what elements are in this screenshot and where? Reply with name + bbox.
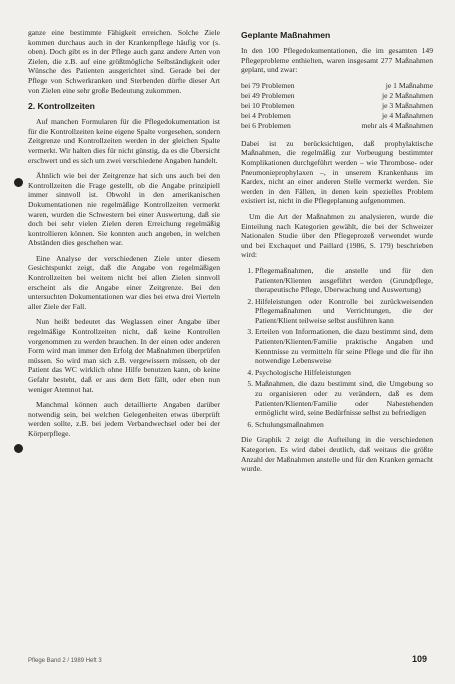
body-paragraph: Dabei ist zu berücksichtigen, daß prophylaktische Maßnahmen, die regelmäßig zur Vorbeugung bestimmter Komplikationen durchgeführt werden – wie Thrombose- oder Pneumonieprophylaxen –, in unserem Krankenhaus im Kardex, nicht an einer anderen Stelle vermerkt werden. Sie werden in den Fällen, in denen kein spezielles Problem existiert ist, nicht in die Pflegeplanung aufgenommen. [241, 138, 433, 206]
list-item: 1. Pflegemaßnahmen, die anstelle und für den Patienten/Klienten ausgeführt werden (Grundpflege, therapeutische Pflege, Überwachung und Auswertung) [255, 266, 433, 295]
list-item: 2. Hilfeleistungen oder Kontrolle bei zurückweisenden Pflegemaßnahmen und Verrichtungen, die der Patient/Klient teilweise selbst ausführen kann [255, 297, 433, 326]
stat-measure-count: je 1 Maßnahme [385, 80, 433, 90]
body-paragraph: Um die Art der Maßnahmen zu analysieren, wurde die Einteilung nach Kategorien gewählt, die bei der Schweizer Nationalen Studie über den Pflegeprozeß verwendet wurde und bei Exchaquet und Paillard (1986, S. 179) beschrieben wird: [241, 211, 433, 260]
list-item: 6. Schulungsmaßnahmen [255, 420, 433, 430]
body-paragraph: Auf manchen Formularen für die Pflegedokumentation ist für die Kontrollzeiten keine eigene Spalte vorgesehen, sondern Zeitgrenze und Kontrollzeiten werden in der gleichen Spalte vermerkt. Wir halten dies für nicht günstig, da es die Übersicht erschwert und es sich um zwei verschiedene Angaben handelt. [28, 117, 220, 165]
page-footer [28, 654, 427, 664]
stat-row [241, 111, 433, 121]
stat-row [241, 81, 433, 91]
left-column [28, 28, 220, 445]
closing-paragraph: Die Graphik 2 zeigt die Aufteilung in die verschiedenen Kategorien. Es wird dabei deutlich, daß weitaus die größte Anzahl der Maßnahmen anstelle und für den Kranken gemacht wurde. [241, 435, 433, 474]
measures-statistics [241, 81, 433, 131]
stat-row [241, 121, 433, 131]
stat-measure-count: mehr als 4 Maßnahmen [361, 120, 433, 130]
body-paragraph: Eine Analyse der verschiedenen Ziele unter diesem Gesichtspunkt zeigt, daß die Angabe von regelmäßigen Kontrollzeiten bei weitem nicht bei allen Zielen sinnvoll erscheint als die Angabe einer Zeitgrenze. Bei den untersuchten Dokumentationen war dies bei etwa drei Vierteln aller Ziele der Fall. [28, 253, 220, 311]
list-item: 4. Psychologische Hilfeleistungen [255, 368, 433, 378]
list-item: 5. Maßnahmen, die dazu bestimmt sind, die Umgebung so zu organisieren oder zu verändern, daß es dem Patienten/Klienten/Familie oder Nahestehenden ermöglicht wird, seine Bedürfnisse selbst zu befriedigen [255, 379, 433, 417]
section-heading-kontrollzeiten: 2. Kontrollzeiten [28, 101, 95, 112]
punch-hole-mark [14, 444, 23, 453]
page-number: 109 [411, 654, 427, 664]
stat-problem-count: bei 4 Problemen [241, 110, 291, 120]
section-heading-massnahmen: Geplante Maßnahmen [241, 30, 331, 40]
intro-paragraph: In den 100 Pflegedokumentationen, die im gesamten 149 Pflegeprobleme enthielten, waren insgesamt 277 Maßnahmen geplant, und zwar: [241, 46, 433, 75]
stat-problem-count: bei 49 Problemen [241, 90, 295, 100]
intro-paragraph: ganze eine bestimmte Fähigkeit erreichen. Solche Ziele kommen durchaus auch in der Krankenpflege häufig vor (s. oben). Doch gibt es in der Pflege auch ganz andere Arten von Zielen, die z.B. auf eine größtmögliche Selbständigkeit oder Wünsche des Patienten ausgerichtet sind. Gerade bei der Pflege von Schwerkranken und Sterbenden dürfte dieser Art von Zielen eine sehr große Bedeutung zukommen. [28, 28, 220, 95]
stat-measure-count: je 2 Maßnahmen [381, 90, 433, 100]
list-item: 3. Erteilen von Informationen, die dazu bestimmt sind, dem Patienten/Klienten/Familie praktische Angaben und Kenntnisse zu vermitteln für seine Pflege und die für ihn notwendige Lebensweise [255, 327, 433, 365]
body-paragraph: Nun heißt bedeutet das Weglassen einer Angabe über regelmäßige Kontrollzeiten nicht, daß keine Kontrollen vorgenommen zu werden brauchen. In der einen oder anderen Form wird man immer den Erfolg der Maßnahmen überprüfen müssen. So wird man sich z.B. vergewissern müssen, ob der Patient das WC wirklich ohne Hilfe benutzen kann, ob keine Gefahr besteht, daß er aus dem Bett fällt, oder eben nun weniger Atemnot hat. [28, 317, 220, 394]
journal-reference: Pflege Band 2 / 1989 Heft 3 [28, 658, 102, 664]
measure-category-list [241, 266, 433, 430]
body-paragraph: Ähnlich wie bei der Zeitgrenze hat sich uns auch bei den Kontrollzeiten die Frage gestellt, ob die Angabe prinzipiell immer sinnvoll ist. Obwohl in den amerikanischen Dokumentationen nie regelmäßige Kontrollzeiten vermerkt waren, wurden die Schwestern bei einer Auswertung, daß sie doch bei sehr vielen Zielen deren Erreichung regelmäßig kontrollieren können. Sie konnten auch angeben, in welchen Abständen dies geschehen war. [28, 171, 220, 248]
stat-problem-count: bei 79 Problemen [241, 80, 295, 90]
stat-row [241, 101, 433, 111]
stat-row [241, 91, 433, 101]
stat-measure-count: je 4 Maßnahmen [381, 110, 433, 120]
stat-measure-count: je 3 Maßnahmen [381, 100, 433, 110]
stat-problem-count: bei 10 Problemen [241, 100, 295, 110]
body-paragraph: Manchmal können auch detaillierte Angaben darüber notwendig sein, bei welchen Gelegenheiten etwas überprüft werden sollte, z.B. bei jedem Verbandwechsel oder bei der Körperpflege. [28, 400, 220, 438]
stat-problem-count: bei 6 Problemen [241, 120, 291, 130]
right-column [241, 28, 433, 480]
punch-hole-mark [14, 178, 23, 187]
